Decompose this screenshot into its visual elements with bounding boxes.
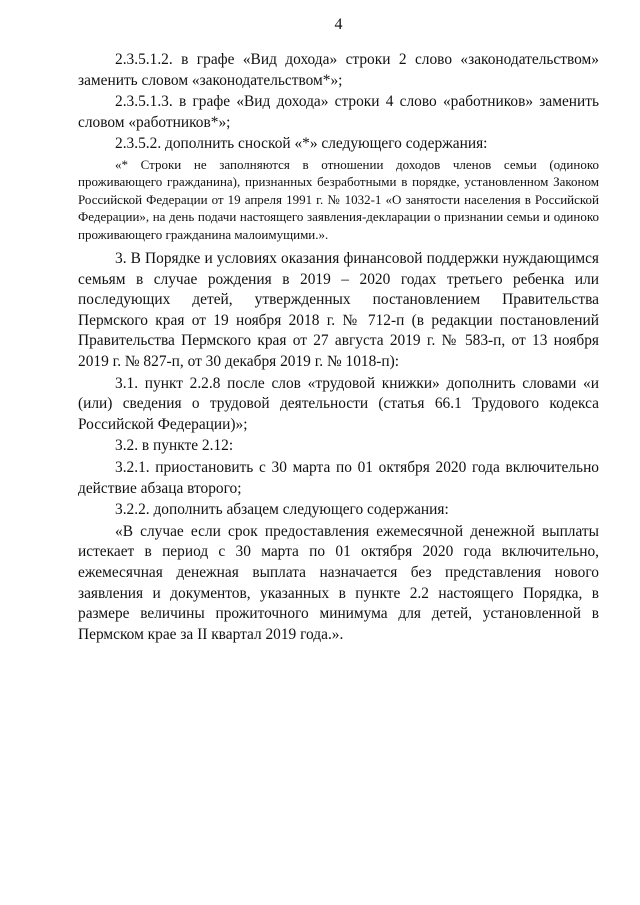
paragraph-2-3-5-1-2: 2.3.5.1.2. в графе «Вид дохода» строки 2 слово «законодательством» заменить словом «законодательством*»; bbox=[78, 51, 599, 89]
paragraph-3-2-1: 3.2.1. приостановить с 30 марта по 01 октября 2020 года включительно действие абзаца второго; bbox=[78, 458, 599, 497]
paragraph-3: 3. В Порядке и условиях оказания финансовой поддержки нуждающимся семьям в случае рождения в 2019 – 2020 годах третьего ребенка или последующих детей, утвержденных постановлением Правительства Пермского края от 19 ноября 2018 г. № 712-п (в редакции постановлений Правительства Пермского края от 27 августа 2019 г. № 583-п, от 13 ноября 2019 г. № 827-п, от 30 декабря 2019 г. № 1018-п): bbox=[78, 250, 599, 370]
document-body bbox=[78, 50, 599, 645]
paragraph-3-2-2: 3.2.2. дополнить абзацем следующего содержания: bbox=[115, 501, 449, 519]
paragraph-2-3-5-2: 2.3.5.2. дополнить сноской «*» следующего содержания: bbox=[115, 135, 488, 153]
paragraph-2-3-5-1-3: 2.3.5.1.3. в графе «Вид дохода» строки 4 слово «работников» заменить словом «работников*»; bbox=[78, 93, 599, 131]
paragraph-3-2: 3.2. в пункте 2.12: bbox=[115, 437, 234, 455]
page-number: 4 bbox=[334, 16, 343, 33]
paragraph-new-abzac: «В случае если срок предоставления ежемесячной денежной выплаты истекает в период с 30 марта по 01 октября 2020 года включительно, ежемесячная денежная выплата назначается без представления нового заявления и документов, указанных в пункте 2.2 настоящего Порядка, в размере величины прожиточного минимума для детей, установленной в Пермском крае за II квартал 2019 года.». bbox=[78, 522, 599, 643]
paragraph-3-1: 3.1. пункт 2.2.8 после слов «трудовой книжки» дополнить словами «и (или) сведения о трудовой деятельности (статья 66.1 Трудового кодекса Российской Федерации)»; bbox=[78, 374, 599, 433]
footnote-text: «* Строки не заполняются в отношении доходов членов семьи (одиноко проживающего гражданина), признанных безработными в порядке, установленном Законом Российской Федерации от 19 апреля 1991 г. № 1032-1 «О занятости населения в Российской Федерации», на день подачи настоящего заявления-декларации о признании семьи и одиноко проживающего гражданина малоимущими.». bbox=[78, 156, 599, 242]
